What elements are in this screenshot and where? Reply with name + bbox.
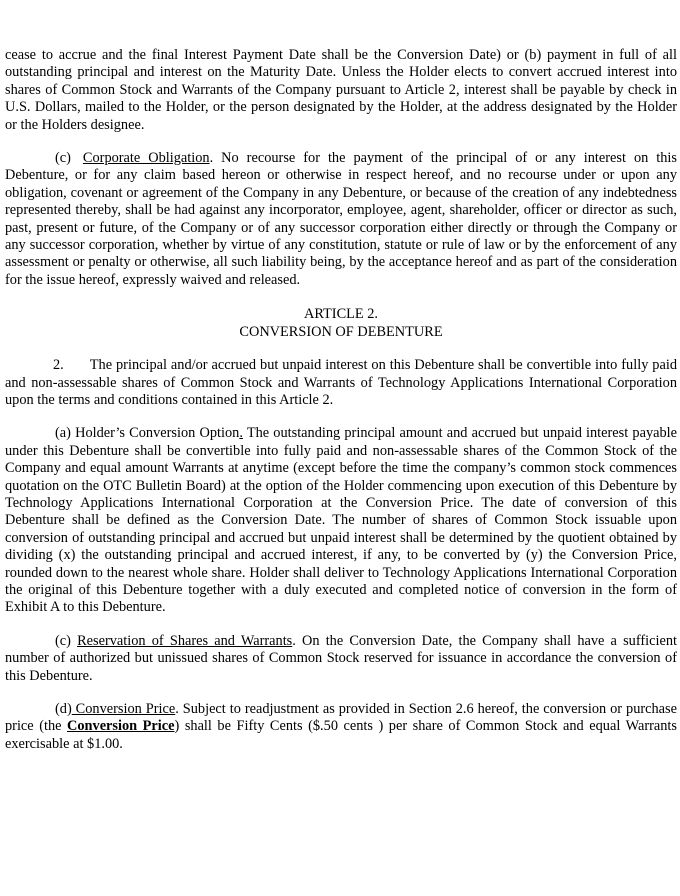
- paragraph-text: . On the Conversion Date, the Company shall have a sufficient number of authorized but unissued shares of Common Stock reserved for issuance in accordance the conversion of this Debenture.: [5, 632, 677, 684]
- paragraph-text: cease to accrue and the final Interest Payment Date shall be the Conversion Date) or (b) payment in full of all outstanding principal and interest on the Maturity Date. Unless the Holder elects to convert accrued interest into shares of Common Stock and Warrants of the Company pursuant to Article 2, interest shall be payable by check in U.S. Dollars, mailed to the Holder, or the person designated by the Holder, at the address designated by the Holder or the Holders designee.: [5, 47, 677, 133]
- section-title-dot: .: [239, 425, 243, 442]
- paragraph-label: (c): [55, 632, 78, 649]
- paragraph-label: (c): [55, 150, 71, 167]
- section-title: Reservation of Shares and Warrants: [77, 632, 293, 649]
- document-page: [5, 47, 677, 753]
- paragraph-holders-conversion-option: [5, 425, 677, 616]
- paragraph-label: (d): [55, 701, 72, 717]
- section-title: (a) Holder’s Conversion Option: [55, 425, 240, 442]
- paragraph-2: [5, 357, 677, 409]
- paragraph-continuation: [5, 47, 677, 134]
- paragraph-text: The outstanding principal amount and accrued but unpaid interest payable under this Debenture shall be convertible into fully paid and non-assessable shares of the Common Stock of the Company and equal amount Warrants at anytime (except before the time the company’s common stock commences quotation on the OTC Bulletin Board) at the option of the Holder commencing upon execution of this Debenture by Technology Applications International Corporation at the Conversion Price. The date of conversion of this Debenture shall be defined as the Conversion Date. The number of shares of Common Stock issuable upon conversion of outstanding principal and accrued but unpaid interest shall be determined by the quotient obtained by dividing (x) the outstanding principal and accrued interest, if any, to be converted by (y) the Conversion Price, rounded down to the nearest whole share. Holder shall deliver to Technology Applications International Corporation the original of this Debenture together with a duly executed and completed notice of conversion in the form of Exhibit A to this Debenture.: [5, 425, 678, 616]
- paragraph-reservation-of-shares: [5, 633, 677, 685]
- paragraph-label: 2.: [53, 357, 64, 374]
- paragraph-corporate-obligation: [5, 150, 677, 289]
- paragraph-text: . Subject to readjustment as provided in Section 2.6 hereof, the conversion or purchase price (the: [5, 701, 677, 735]
- article-heading: [5, 306, 677, 341]
- article-title: CONVERSION OF DEBENTURE: [239, 323, 443, 340]
- paragraph-text: . No recourse for the payment of the principal of or any interest on this Debenture, or for any claim based hereon or otherwise in respect hereof, and no recourse under or upon any obligation, covenant or agreement of the Company in any Debenture, or because of the creation of any indebtedness represented thereby, shall be had against any incorporator, employee, agent, shareholder, officer or director as such, past, present or future, of the Company or of any successor corporation either directly or through the Company or any successor corporation, whether by virtue of any constitution, statute or rule of law or by the enforcement of any assessment or penalty or otherwise, all such liability being, by the acceptance hereof and as part of the consideration for the issue hereof, expressly waived and released.: [5, 150, 677, 288]
- paragraph-text: The principal and/or accrued but unpaid interest on this Debenture shall be convertible into fully paid and non-assessable shares of Common Stock and Warrants of Technology Applications International Corporation upon the terms and conditions contained in this Article 2.: [5, 357, 677, 408]
- paragraph-text: ) shall be Fifty Cents ($.50 cents ) per share of Common Stock and equal Warrants exercisable at $1.00.: [5, 718, 677, 752]
- defined-term: Conversion Price: [67, 718, 175, 735]
- section-title: Conversion Price: [71, 701, 176, 717]
- section-title: Corporate Obligation: [82, 150, 210, 167]
- article-number: ARTICLE 2.: [303, 306, 379, 323]
- paragraph-conversion-price: [5, 701, 677, 753]
